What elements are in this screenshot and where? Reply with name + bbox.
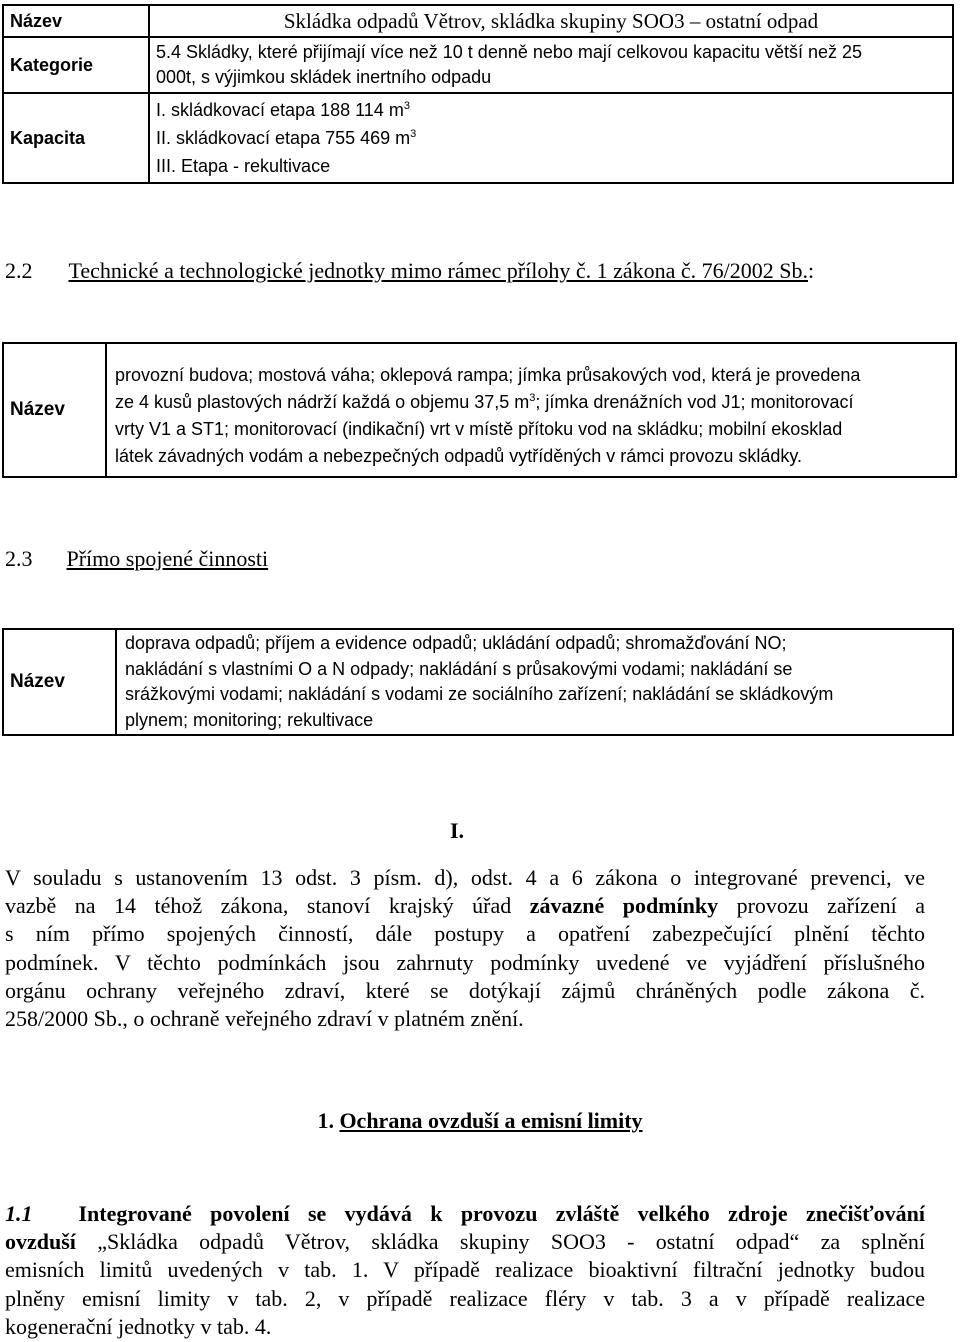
name-value: Skládka odpadů Větrov, skládka skupiny SOO3 – ostatní odpad <box>149 5 953 37</box>
facility-info-table <box>2 4 954 184</box>
paragraph-line: s ním přímo spojených činností, dále postupy a opatření zabezpečující plnění těchto <box>5 921 925 947</box>
section-1-heading <box>0 1108 960 1134</box>
technical-units-box <box>2 342 957 478</box>
text-line: srážkovými vodami; nakládání s vodami ze sociálního zařízení; nakládání se skládkovým <box>125 684 834 704</box>
box-text <box>116 629 953 735</box>
paragraph-line: plněny emisní limity v tab. 2, v případě realizace fléry v tab. 3 a v případě realizace <box>5 1285 925 1311</box>
part-number: I. <box>450 818 465 843</box>
text-line: látek závadných vodám a nebezpečných odpadů vytříděných v rámci provozu skládky. <box>115 446 803 466</box>
section-2-2-heading <box>5 258 814 284</box>
text-line: provozní budova; mostová váha; oklepová rampa; jímka průsakových vod, která je provedena <box>115 365 861 385</box>
part-i-paragraph <box>5 864 925 1033</box>
heading-colon: : <box>808 258 815 283</box>
text-line <box>115 389 947 416</box>
text-fragment: ; jímka drenážních vod J1; monitorovací <box>535 392 854 412</box>
name-label: Název <box>3 5 149 37</box>
name-row <box>3 5 953 37</box>
section-title: Ochrana ovzduší a emisní limity <box>339 1108 643 1133</box>
capacity-label: Kapacita <box>3 93 149 183</box>
text-fragment: „Skládka odpadů Větrov, skládka skupiny SOO3 - ostatní odpad“ za splnění <box>75 1229 925 1255</box>
cubic-exponent: 3 <box>410 128 417 140</box>
box-label: Název <box>3 629 116 735</box>
section-number: 2.2 <box>5 258 33 283</box>
section-2-3-heading <box>5 546 268 572</box>
text-fragment: provozu zařízení a <box>718 893 925 919</box>
cubic-exponent: 3 <box>403 100 410 112</box>
capacity-line <box>156 96 946 124</box>
capacity-line: III. Etapa - rekultivace <box>156 156 331 176</box>
category-row <box>3 37 953 93</box>
text-fragment: vazbě na 14 téhož zákona, stanoví krajský úřad <box>5 893 530 919</box>
paragraph-line: orgánu ochrany veřejného zdraví, které se dotýkají zájmů chráněných podle zákona č. <box>5 977 925 1003</box>
paragraph-line <box>5 1200 925 1228</box>
paragraph-line: V souladu s ustanovením 13 odst. 3 písm. d), odst. 4 a 6 zákona o integrované prevenci, ve <box>5 865 925 890</box>
category-line: 000t, s výjimkou skládek inertního odpadu <box>156 67 492 87</box>
box-label: Název <box>3 343 106 477</box>
section-title: Přímo spojené činnosti <box>66 546 269 571</box>
related-activities-box <box>2 628 954 736</box>
text-line: nakládání s vlastními O a N odpady; nakládání s průsakovými vodami; nakládání se <box>125 658 793 679</box>
paragraph-line: emisních limitů uvedených v tab. 1. V případě realizace bioaktivní filtrační jednotky budou <box>5 1257 925 1283</box>
box-text <box>106 343 956 477</box>
category-line: 5.4 Skládky, které přijímají více než 10 t denně nebo mají celkovou kapacitu větší než 25 <box>156 42 863 62</box>
text-line: plynem; monitoring; rekultivace <box>125 709 374 730</box>
paragraph-line: kogenerační jednotky v tab. 4. <box>5 1313 272 1339</box>
category-value <box>149 37 953 93</box>
paragraph-line: 258/2000 Sb., o ochraně veřejného zdraví v platném znění. <box>5 1006 524 1032</box>
capacity-value <box>149 93 953 183</box>
section-1-1-paragraph <box>5 1200 925 1341</box>
capacity-row <box>3 93 953 183</box>
subsection-number-text: 1.1 <box>5 1201 33 1226</box>
category-label: Kategorie <box>3 37 149 93</box>
section-number: 1. <box>317 1108 340 1133</box>
text-fragment: ovzduší <box>5 1229 76 1255</box>
text-line: doprava odpadů; příjem a evidence odpadů; ukládání odpadů; shromažďování NO; <box>125 633 787 653</box>
cubic-exponent: 3 <box>529 392 536 404</box>
capacity-stage-2: II. skládkovací etapa 755 469 m <box>156 128 411 148</box>
text-fragment: Integrované povolení se vydává k provozu zvláště velkého zdroje znečišťování <box>78 1201 925 1226</box>
paragraph-line <box>5 1228 925 1256</box>
paragraph-line: podmínek. V těchto podmínkách jsou zahrnuty podmínky uvedené ve vyjádření příslušného <box>5 949 925 975</box>
paragraph-line <box>5 892 925 920</box>
capacity-stage-1: I. skládkovací etapa 188 114 m <box>156 100 404 120</box>
text-fragment: ze 4 kusů plastových nádrží každá o objemu 37,5 m <box>115 392 530 412</box>
section-title: Technické a technologické jednotky mimo rámec přílohy č. 1 zákona č. 76/2002 Sb. <box>68 258 809 283</box>
capacity-line <box>156 124 946 152</box>
text-line: vrty V1 a ST1; monitorovací (indikační) vrt v místě přítoku vod na skládku; mobilní ekosklad <box>115 419 843 439</box>
section-number: 2.3 <box>5 546 33 571</box>
binding-conditions-term: závazné podmínky <box>529 893 719 919</box>
subsection-number <box>5 1201 33 1226</box>
